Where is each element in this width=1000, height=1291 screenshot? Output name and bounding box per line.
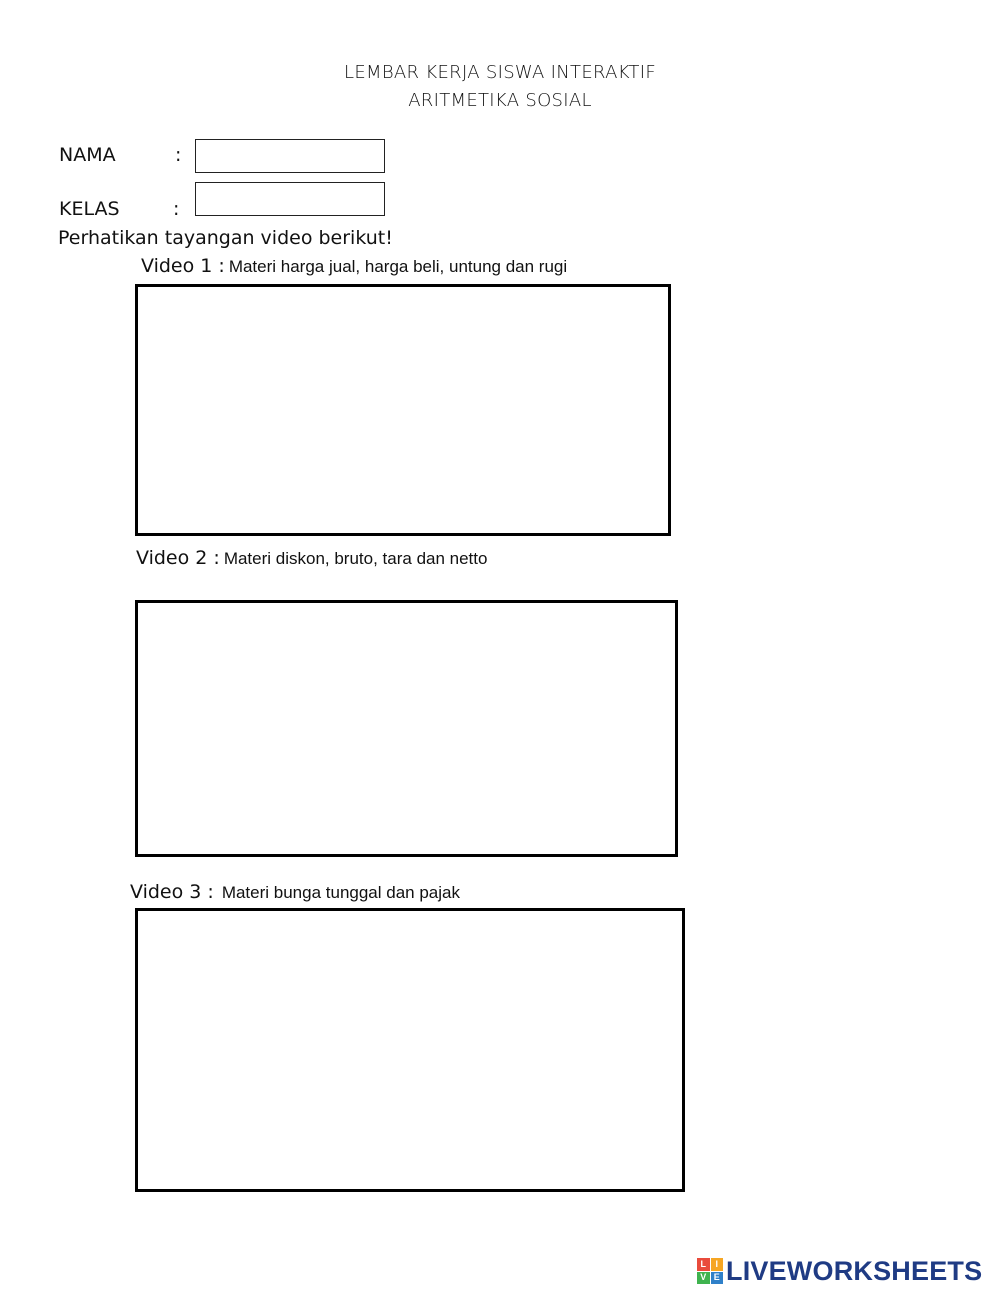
video-3-label — [130, 881, 460, 903]
video-2-description: Materi diskon, bruto, tara dan netto — [223, 549, 488, 568]
video-1-number: Video 1 : — [141, 255, 225, 277]
video-2-label — [136, 547, 487, 569]
video-1-description: Materi harga jual, harga beli, untung dan rugi — [228, 257, 568, 276]
instruction-text: Perhatikan tayangan video berikut! — [58, 227, 393, 249]
logo-letter-v: V — [697, 1272, 710, 1285]
name-colon: : — [175, 144, 182, 166]
liveworksheets-logo-icon — [697, 1258, 723, 1284]
video-3-player[interactable] — [135, 908, 685, 1192]
logo-letter-i: I — [711, 1258, 724, 1271]
video-3-description: Materi bunga tunggal dan pajak — [221, 883, 460, 902]
video-1-label — [141, 255, 567, 277]
class-label: KELAS — [59, 198, 120, 220]
worksheet-subtitle: ARITMETIKA SOSIAL — [408, 90, 592, 111]
video-2-number: Video 2 : — [136, 547, 220, 569]
name-label: NAMA — [59, 144, 116, 166]
video-3-number: Video 3 : — [130, 881, 214, 903]
liveworksheets-brand — [697, 1254, 982, 1288]
video-2-player[interactable] — [135, 600, 678, 857]
worksheet-title: LEMBAR KERJA SISWA INTERAKTIF — [344, 62, 656, 83]
logo-letter-e: E — [711, 1272, 724, 1285]
liveworksheets-wordmark: LIVEWORKSHEETS — [726, 1255, 983, 1286]
class-colon: : — [173, 198, 180, 220]
video-1-player[interactable] — [135, 284, 671, 536]
logo-letter-l: L — [697, 1258, 710, 1271]
name-input[interactable] — [195, 139, 385, 173]
class-input[interactable] — [195, 182, 385, 216]
